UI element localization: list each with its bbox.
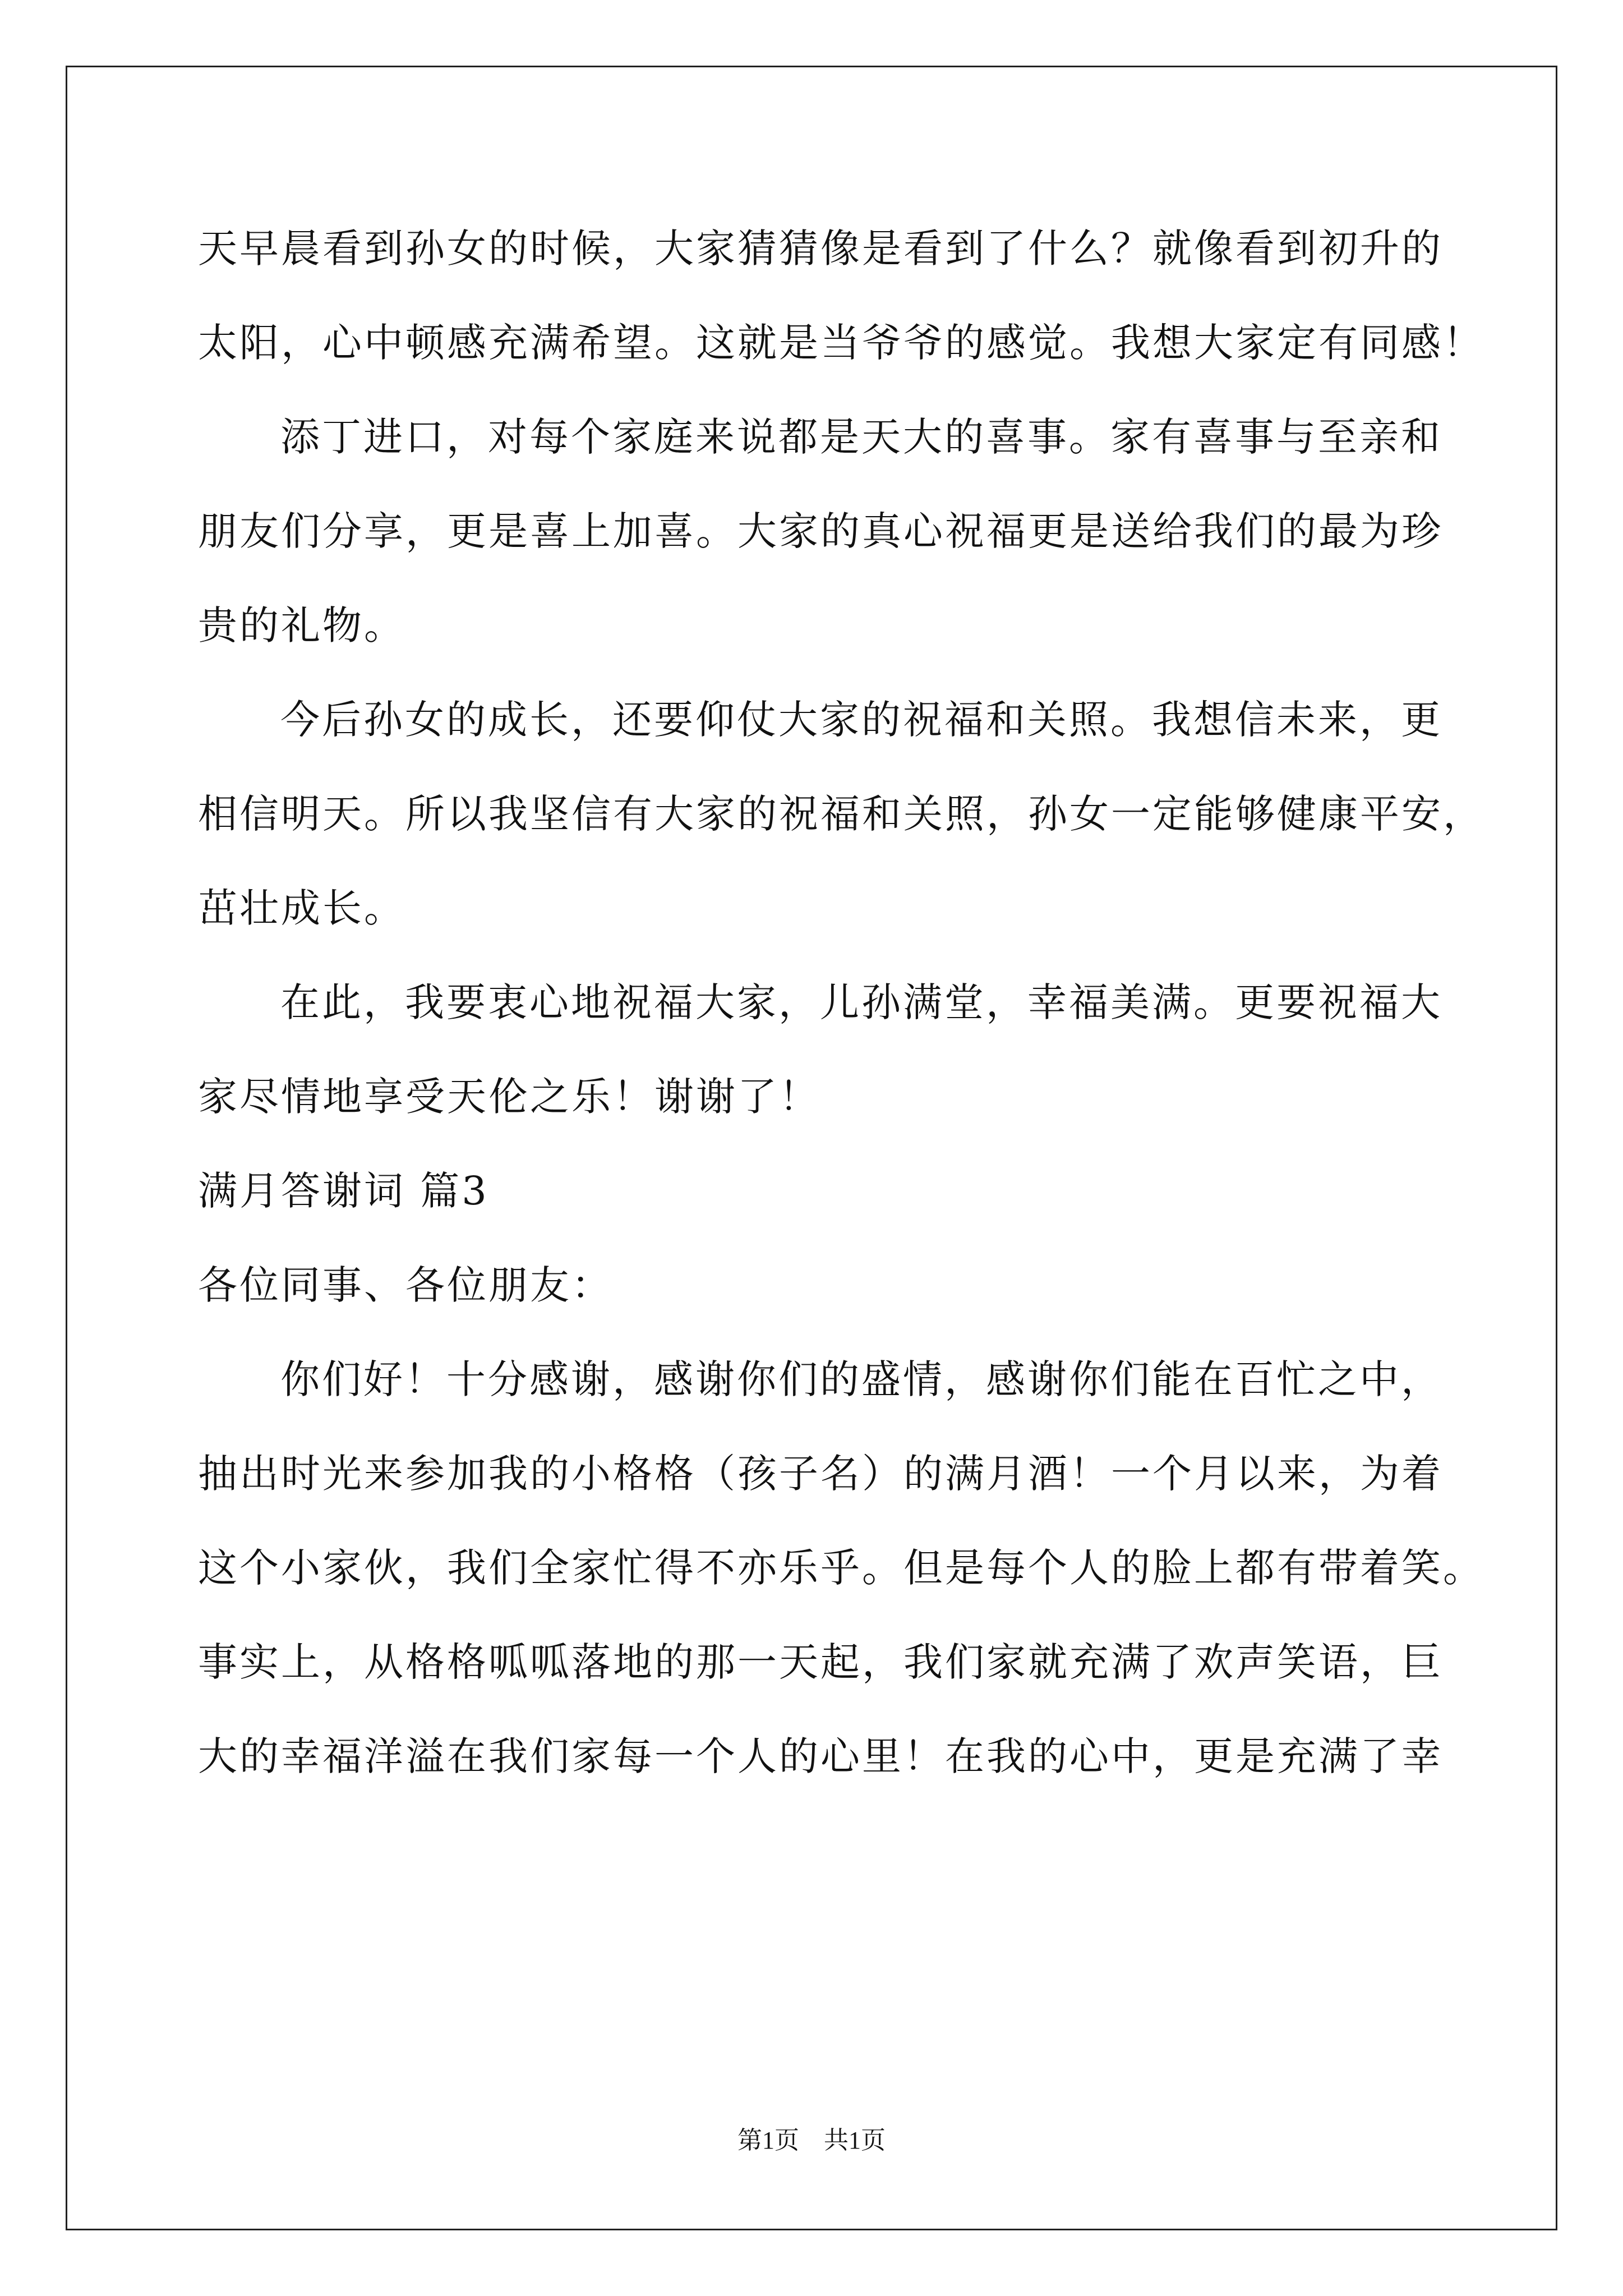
text-line: 在此，我要衷心地祝福大家，儿孙满堂，幸福美满。更要祝福大 (280, 979, 1442, 1025)
text-line: 抽出时光来参加我的小格格（孩子名）的满月酒！一个月以来，为着 (198, 1451, 1443, 1497)
text-line: 添丁进口，对每个家庭来说都是天大的喜事。家有喜事与至亲和 (280, 414, 1442, 460)
salutation: 各位同事、各位朋友： (198, 1262, 613, 1308)
text-line: 相信明天。所以我坚信有大家的祝福和关照，孙女一定能够健康平安， (198, 791, 1484, 837)
text-line: 天早晨看到孙女的时候，大家猜猜像是看到了什么？就像看到初升的 (198, 226, 1443, 272)
text-line: 事实上，从格格呱呱落地的那一天起，我们家就充满了欢声笑语，巨 (198, 1639, 1443, 1685)
page-footer: 第1页 共1页 (737, 2127, 886, 2154)
text-line: 太阳，心中顿感充满希望。这就是当爷爷的感觉。我想大家定有同感！ (198, 320, 1484, 366)
text-line: 今后孙女的成长，还要仰仗大家的祝福和关照。我想信未来，更 (280, 697, 1442, 743)
text-line: 贵的礼物。 (198, 602, 405, 648)
text-line: 大的幸福洋溢在我们家每一个人的心里！在我的心中，更是充满了幸 (198, 1733, 1443, 1779)
text-line: 家尽情地享受天伦之乐！谢谢了！ (198, 1074, 820, 1120)
text-line: 朋友们分享，更是喜上加喜。大家的真心祝福更是送给我们的最为珍 (198, 508, 1443, 554)
text-line: 你们好！十分感谢，感谢你们的盛情，感谢你们能在百忙之中， (280, 1356, 1442, 1402)
text-line: 茁壮成长。 (198, 885, 405, 931)
section-heading: 满月答谢词 篇3 (198, 1168, 489, 1214)
page-border (66, 66, 1557, 2230)
text-line: 这个小家伙，我们全家忙得不亦乐乎。但是每个人的脸上都有带着笑。 (198, 1545, 1484, 1591)
